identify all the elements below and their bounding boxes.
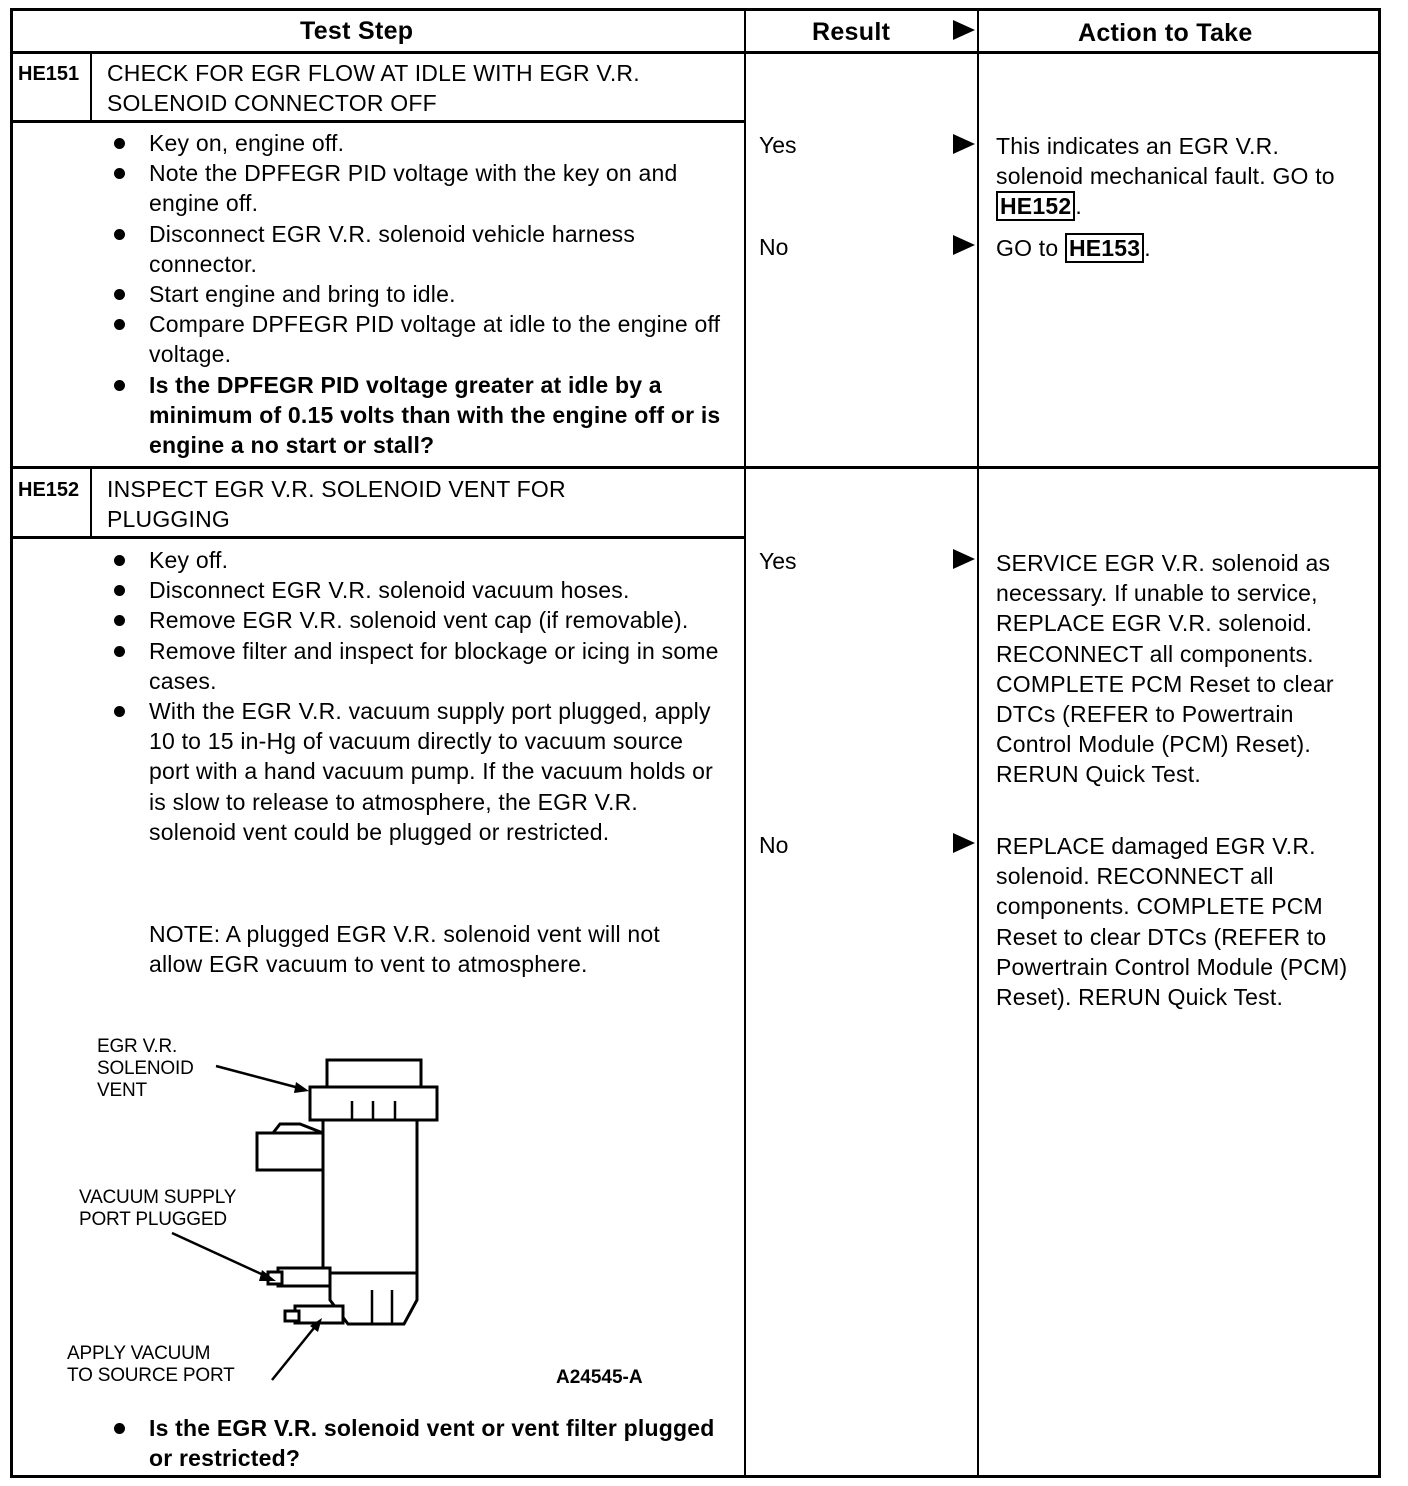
result-arrow-icon [953,134,975,154]
step-question-list [109,1413,729,1473]
step-title: INSPECT EGR V.R. SOLENOID VENT FOR PLUGGING [107,476,566,532]
step-note: NOTE: A plugged EGR V.R. solenoid vent will not allow EGR vacuum to vent to atmosphere. [149,921,660,977]
header-test-step: Test Step [300,17,414,45]
procedure-item: Start engine and bring to idle. [109,279,729,309]
procedure-item: With the EGR V.R. vacuum supply port plugged, apply 10 to 15 in-Hg of vacuum directly to vacuum source port with a hand vacuum pump. If the vacuum holds or is slow to release to atmosphere, the EGR V.R. solenoid vent could be plugged or restricted. [109,696,729,847]
header-arrow-icon [953,20,975,40]
procedure-item: Disconnect EGR V.R. solenoid vacuum hoses. [109,575,729,605]
result-arrow-icon [953,549,975,569]
action-text-end: . [1144,235,1151,261]
result-arrow-icon [953,833,975,853]
figure-id: A24545-A [556,1367,643,1388]
step-reference-link[interactable]: HE153 [1065,233,1144,263]
procedure-item: Remove EGR V.R. solenoid vent cap (if removable). [109,605,729,635]
action-yes [996,131,1371,222]
procedure-item: Key off. [109,545,729,575]
result-yes: Yes [759,548,797,574]
step-question: Is the DPFEGR PID voltage greater at idle by a minimum of 0.15 volts than with the engine off or is engine a no start or stall? [109,370,729,461]
step-code: HE152 [18,479,80,501]
table-border-bottom [10,1475,1381,1478]
result-no: No [759,832,789,858]
step-code: HE151 [18,63,80,85]
procedure-item: Note the DPFEGR PID voltage with the key on and engine off. [109,158,729,218]
action-text: This indicates an EGR V.R. solenoid mechanical fault. GO to [996,133,1335,190]
action-text: GO to [996,235,1059,261]
action-yes: SERVICE EGR V.R. solenoid as necessary. If unable to service, REPLACE EGR V.R. solenoid. RECONNECT all components. COMPLETE PCM Reset to clear DTCs (REFER to Powertrain Control Module (PCM) Reset). RERUN Quick Test. [996,550,1334,788]
procedure-item: Disconnect EGR V.R. solenoid vehicle harness connector. [109,219,729,279]
result-yes: Yes [759,132,797,158]
action-no: REPLACE damaged EGR V.R. solenoid. RECONNECT all components. COMPLETE PCM Reset to clear DTCs (REFER to Powertrain Control Module (PCM) Reset). RERUN Quick Test. [996,833,1348,1011]
procedure-item: Key on, engine off. [109,128,729,158]
procedure-item: Remove filter and inspect for blockage or icing in some cases. [109,636,729,696]
step-reference-link[interactable]: HE152 [996,191,1075,221]
figure-label-supply: VACUUM SUPPLY PORT PLUGGED [79,1187,237,1230]
procedure-item: Compare DPFEGR PID voltage at idle to the engine off voltage. [109,309,729,369]
result-arrow-icon [953,235,975,255]
action-no [996,233,1371,263]
figure-label-vent: EGR V.R. SOLENOID VENT [97,1036,194,1101]
header-result: Result [812,18,891,46]
result-no: No [759,234,789,260]
header-action: Action to Take [1078,19,1253,47]
column-divider-action [977,8,979,1478]
figure-label-source: APPLY VACUUM TO SOURCE PORT [67,1343,235,1386]
table-border-right [1378,8,1381,1478]
step-title: CHECK FOR EGR FLOW AT IDLE WITH EGR V.R. SOLENOID CONNECTOR OFF [107,60,640,116]
action-text-end: . [1075,193,1082,220]
step-question: Is the EGR V.R. solenoid vent or vent filter plugged or restricted? [109,1413,729,1473]
